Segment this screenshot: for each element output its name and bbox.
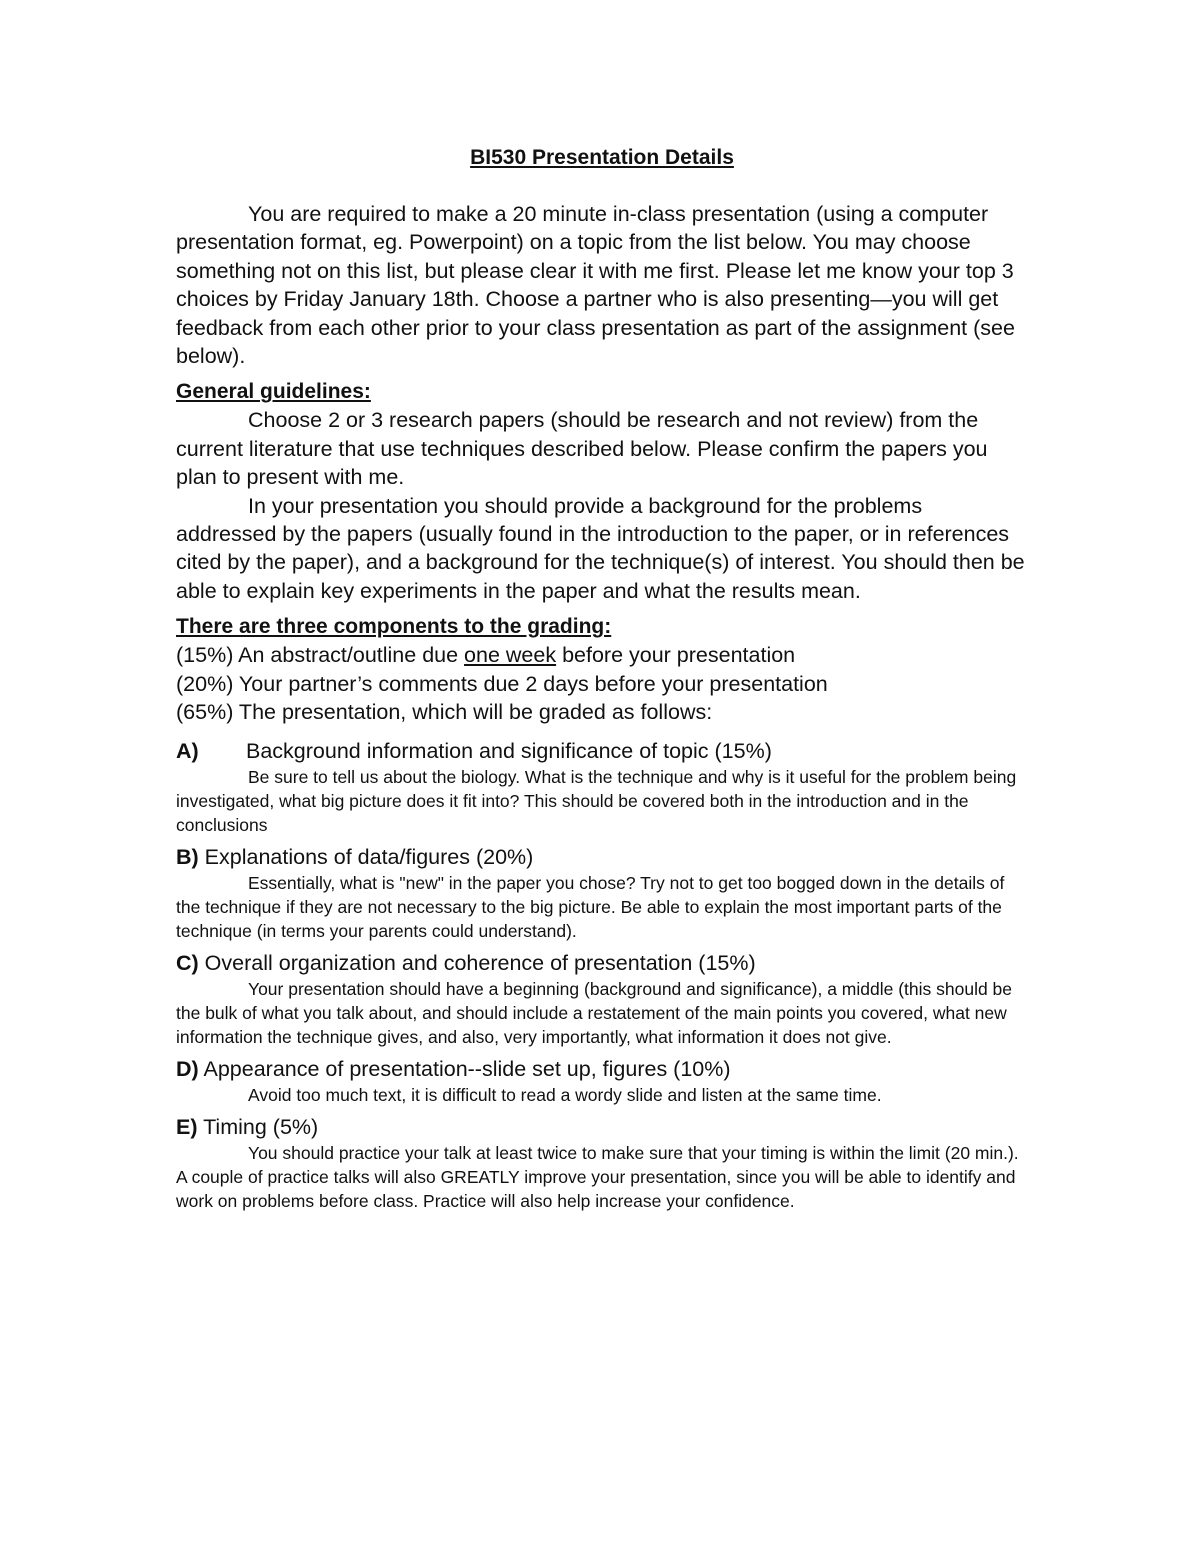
criterion-a-body: Be sure to tell us about the biology. What is the technique and why is it useful for the problem being investigated, what big picture does it fit into? This should be covered both in the introduction and in the conclusions <box>176 766 1017 835</box>
document-title: BI530 Presentation Details <box>470 146 734 169</box>
criterion-c-label: Overall organization and coherence of presentation (15%) <box>204 950 756 975</box>
criterion-d-letter: D) <box>176 1056 199 1081</box>
grading-line-partner: (20%) Your partner’s comments due 2 days before your presentation <box>176 671 828 696</box>
grading-line-presentation: (65%) The presentation, which will be graded as follows: <box>176 700 713 725</box>
grading-line-abstract-pre: (15%) An abstract/outline due <box>176 643 465 668</box>
criterion-e-title <box>176 1113 1028 1141</box>
criterion-b-letter: B) <box>176 844 199 869</box>
guidelines-paragraph-1: Choose 2 or 3 research papers (should be research and not review) from the current literature that use techniques described below. Please confirm the papers you plan to present with me. <box>176 408 988 490</box>
criterion-b-label: Explanations of data/figures (20%) <box>204 844 534 869</box>
criterion-c-letter: C) <box>176 950 199 975</box>
criterion-a-label: Background information and significance of topic (15%) <box>246 738 772 763</box>
grading-line-abstract-underline: one week <box>464 643 557 668</box>
grading-heading: There are three components to the grading: <box>176 615 612 639</box>
criterion-b-title <box>176 843 1028 871</box>
criterion-e-letter: E) <box>176 1114 198 1139</box>
criterion-c-title <box>176 949 1028 977</box>
guidelines-heading: General guidelines: <box>176 380 371 404</box>
criterion-c-body: Your presentation should have a beginning (background and significance), a middle (this should be the bulk of what you talk about, and should include a restatement of the main points you covered, what new information the technique gives, and also, very importantly, what information it does not give. <box>176 978 1013 1047</box>
grading-line-abstract <box>176 641 1028 669</box>
criterion-e-label: Timing (5%) <box>203 1114 319 1139</box>
document-page <box>176 142 1028 1213</box>
grading-line-abstract-post: before your presentation <box>556 643 796 668</box>
criterion-a-letter: A) <box>176 738 199 763</box>
criterion-e-body: You should practice your talk at least twice to make sure that your timing is within the limit (20 min.). A couple of practice talks will also GREATLY improve your presentation, since you will be able to identify and work on problems before class. Practice will also help increase your confidence. <box>176 1142 1019 1211</box>
criterion-d-title <box>176 1055 1028 1083</box>
guidelines-paragraph-2: In your presentation you should provide a background for the problems addressed by the papers (usually found in the introduction to the paper, or in references cited by the paper), and a background for the technique(s) of interest. You should then be able to explain key experiments in the paper and what the results mean. <box>176 493 1025 603</box>
criterion-d-body: Avoid too much text, it is difficult to read a wordy slide and listen at the same time. <box>248 1084 882 1105</box>
criterion-a-title <box>176 737 1028 765</box>
criterion-d-label: Appearance of presentation--slide set up, figures (10%) <box>203 1056 731 1081</box>
criterion-b-body: Essentially, what is "new" in the paper you chose? Try not to get too bogged down in the details of the technique if they are not necessary to the big picture. Be able to explain the most important parts of the technique (in terms your parents could understand). <box>176 872 1005 941</box>
intro-paragraph: You are required to make a 20 minute in-class presentation (using a computer presentation format, eg. Powerpoint) on a topic from the list below. You may choose something not on this list, but please clear it with me first. Please let me know your top 3 choices by Friday January 18th. Choose a partner who is also presenting—you will get feedback from each other prior to your class presentation as part of the assignment (see below). <box>176 202 1015 369</box>
